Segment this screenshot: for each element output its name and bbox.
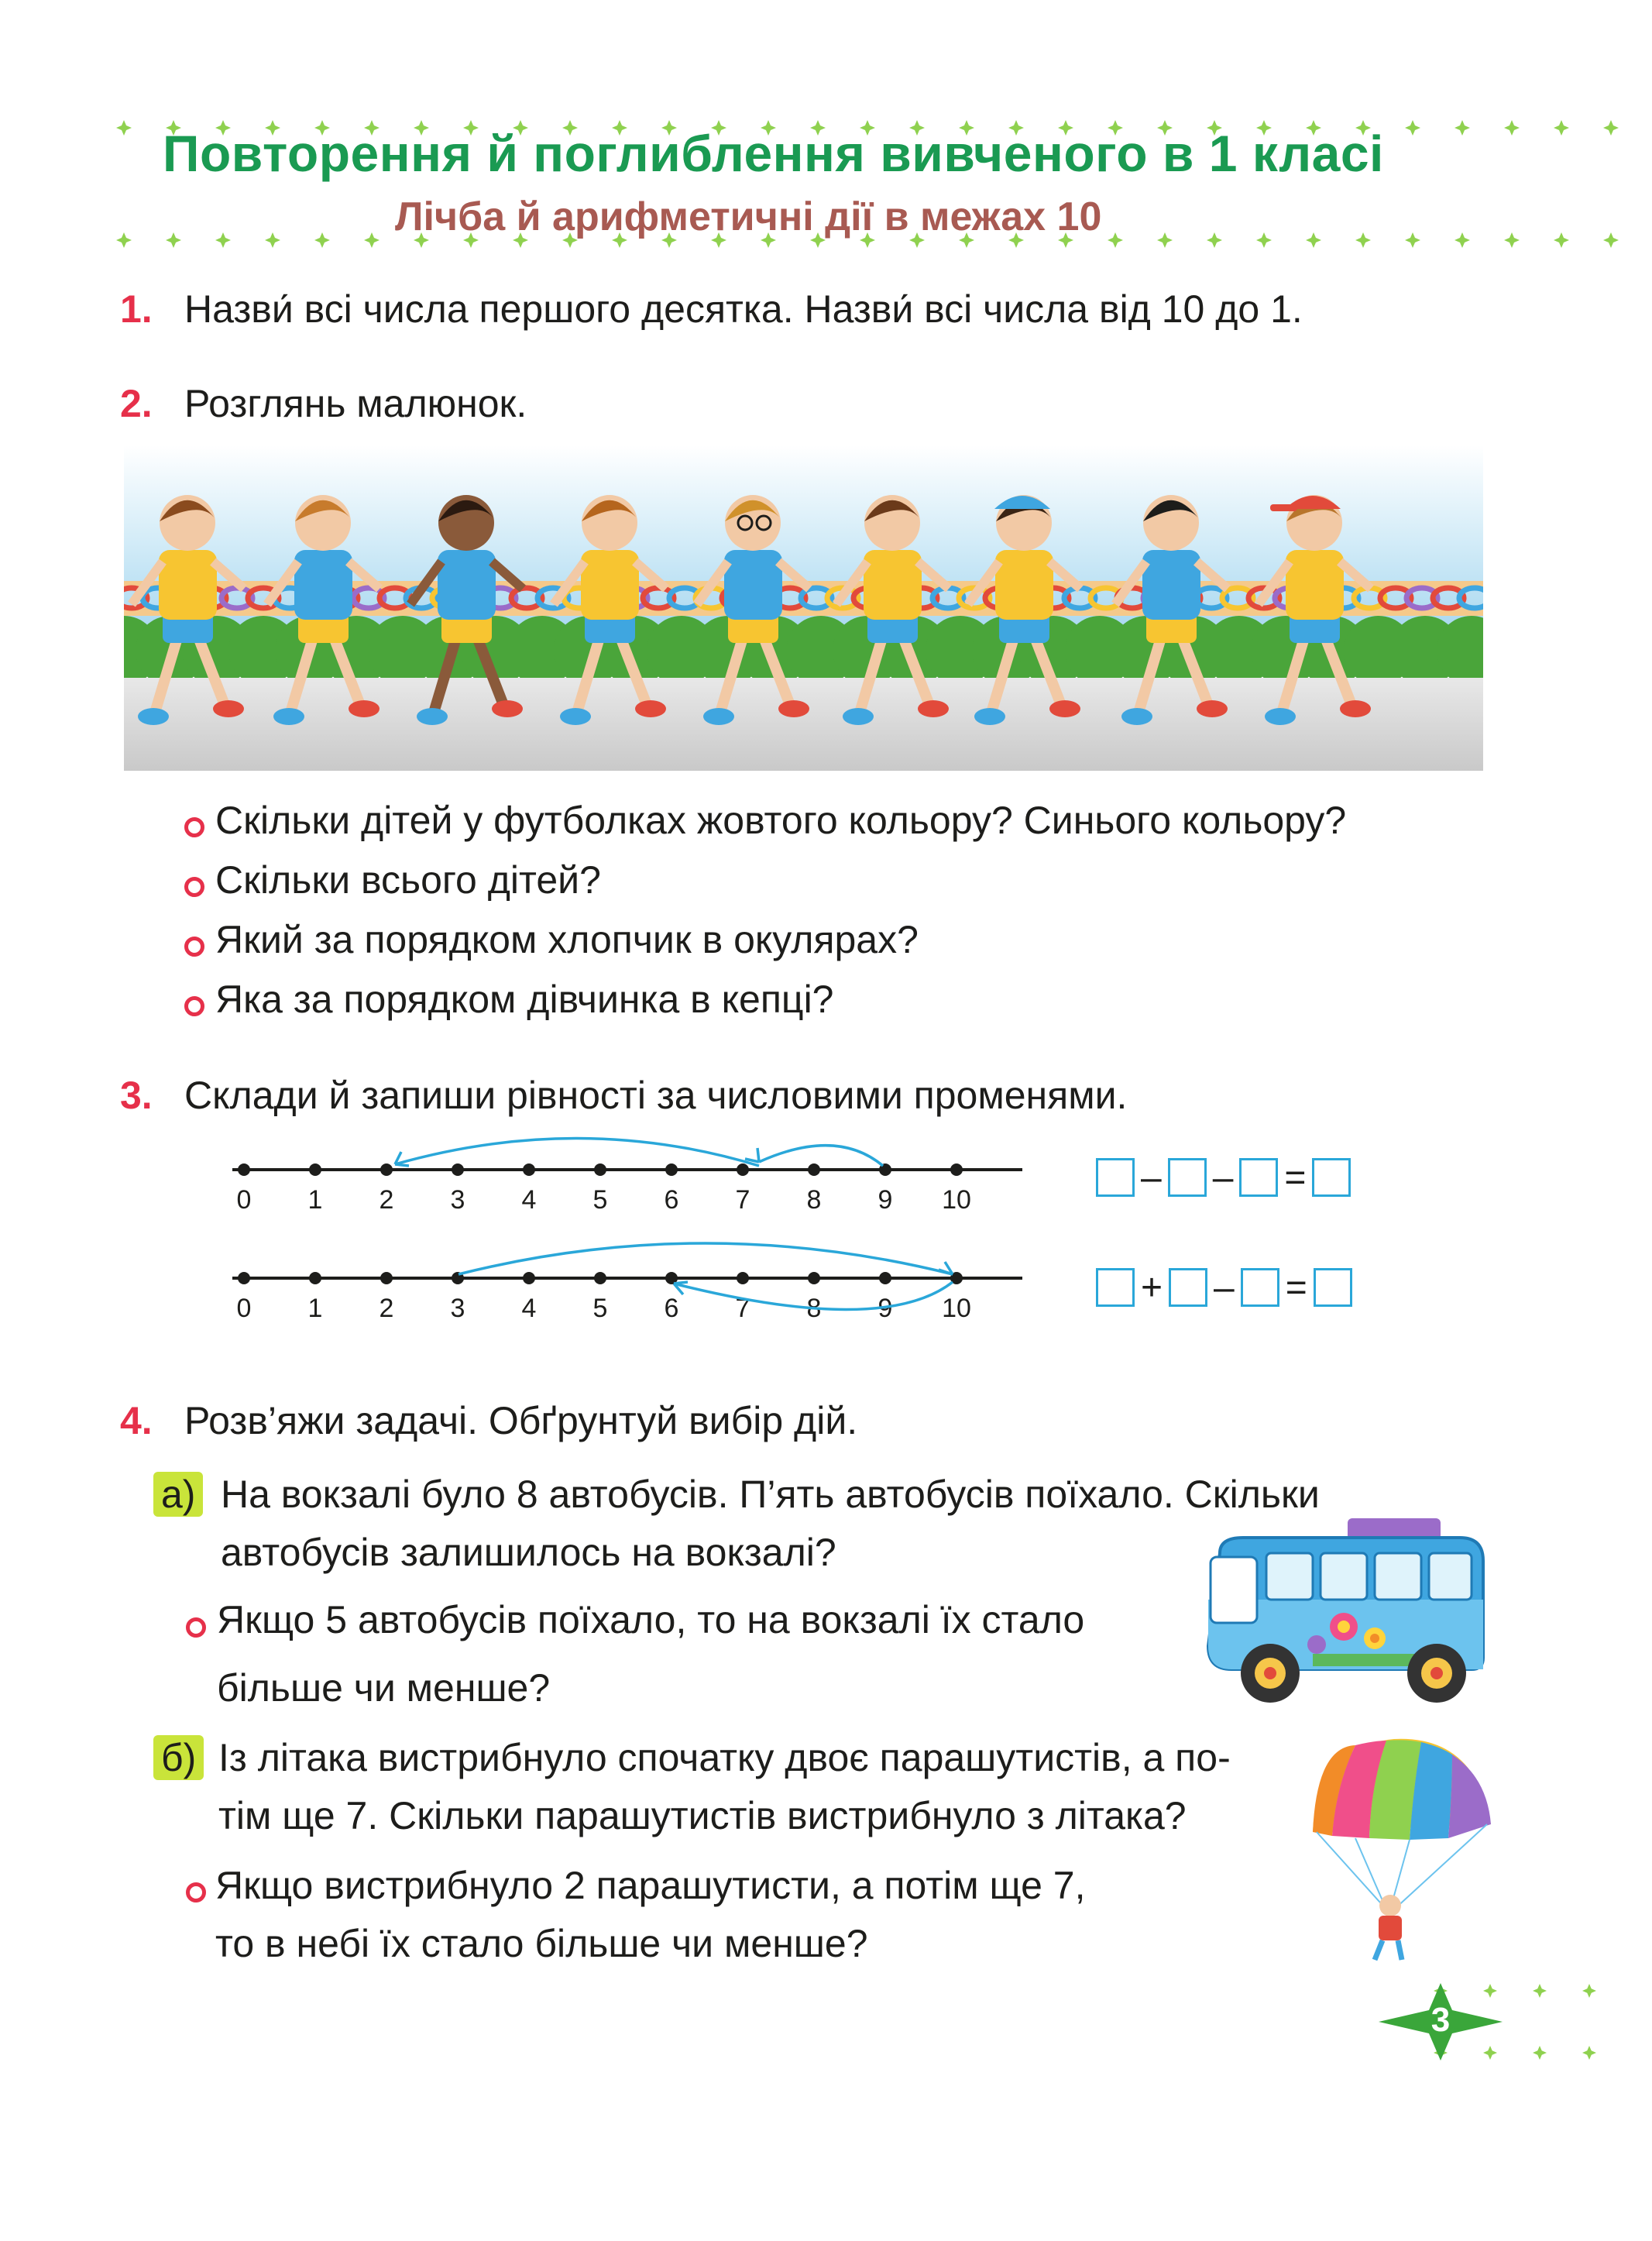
page-subtitle: Лічба й арифметичні дії в межах 10 [395, 194, 1102, 239]
tick-dot [950, 1163, 963, 1176]
tick-label: 10 [942, 1185, 971, 1215]
sub-task-b-label: б) [153, 1735, 204, 1780]
sparkle-icon [1603, 120, 1619, 136]
sparkle-icon [314, 232, 330, 248]
tick-label: 3 [450, 1294, 465, 1323]
operator: – [1141, 1157, 1162, 1198]
question-4: Яка за порядком дівчинка в кепці? [215, 978, 834, 1021]
tick-dot [238, 1272, 250, 1284]
task-4-number: 4. [120, 1399, 153, 1442]
tick-dot [737, 1163, 749, 1176]
bullet [186, 1882, 206, 1902]
task-3-number: 3. [120, 1074, 153, 1117]
sparkle-icon [1582, 2046, 1596, 2060]
tick-label: 10 [942, 1294, 971, 1323]
tick-dot [594, 1272, 606, 1284]
sub-task-a-question-line-1: Якщо 5 автобусів поїхало, то на вокзалі їх стало [217, 1598, 1085, 1641]
sparkle-icon [1355, 232, 1371, 248]
number-line-1 [225, 1119, 1046, 1228]
tick-label: 6 [664, 1185, 679, 1215]
tick-label: 5 [592, 1294, 608, 1323]
sparkle-icon [166, 232, 181, 248]
task-2-text: Розглянь малюнок. [184, 382, 527, 425]
tick-label: 4 [521, 1294, 537, 1323]
jump-arrow-1 [759, 1146, 883, 1166]
tick-label: 5 [592, 1185, 608, 1215]
tick-label: 9 [878, 1185, 893, 1215]
tick-dot [309, 1272, 321, 1284]
sub-task-a-label: а) [153, 1472, 203, 1517]
tick-dot [452, 1163, 464, 1176]
tick-dot [879, 1272, 891, 1284]
number-line-2 [225, 1228, 1046, 1336]
tick-label: 9 [878, 1294, 893, 1323]
operator: + [1141, 1267, 1163, 1308]
page-title: Повторення й поглиблення вивченого в 1 класі [163, 125, 1384, 182]
sparkle-icon [1582, 1984, 1596, 1998]
tick-label: 8 [806, 1185, 822, 1215]
tick-label: 4 [521, 1185, 537, 1215]
equals-sign: = [1284, 1157, 1307, 1198]
tick-label: 2 [379, 1185, 394, 1215]
sparkle-icon [1504, 120, 1520, 136]
tick-dot [594, 1163, 606, 1176]
tick-dot [238, 1163, 250, 1176]
sparkle-icon [364, 232, 380, 248]
tick-label: 0 [236, 1185, 252, 1215]
sparkle-icon [1306, 232, 1321, 248]
sub-task-a-question-line-2: більше чи менше? [217, 1666, 551, 1710]
tick-dot [380, 1272, 393, 1284]
tick-label: 7 [735, 1294, 750, 1323]
answer-box[interactable] [1241, 1268, 1279, 1307]
sparkle-icon [215, 232, 231, 248]
jump-arrow-2 [395, 1138, 759, 1166]
answer-box[interactable] [1168, 1158, 1207, 1197]
question-3: Який за порядком хлопчик в окулярах? [215, 918, 919, 961]
running-children-illustration [124, 445, 1483, 771]
tick-dot [665, 1163, 678, 1176]
page-number: 3 [1430, 2001, 1451, 2039]
jump-arrow-3 [459, 1243, 953, 1274]
bullet [186, 1617, 206, 1638]
equals-sign: = [1285, 1267, 1307, 1308]
tick-label: 2 [379, 1294, 394, 1323]
bullet [184, 937, 204, 957]
answer-box[interactable] [1312, 1158, 1351, 1197]
tick-label: 0 [236, 1294, 252, 1323]
sparkle-icon [1533, 1984, 1547, 1998]
tick-label: 8 [806, 1294, 822, 1323]
sparkle-icon [265, 232, 280, 248]
task-4-text: Розв’яжи задачі. Обґрунтуй вибір дій. [184, 1399, 858, 1442]
bullet [184, 877, 204, 897]
tick-dot [380, 1163, 393, 1176]
question-1: Скільки дітей у футболках жовтого кольору? Синього кольору? [215, 799, 1347, 842]
parachute-illustration [1301, 1731, 1503, 1964]
bullet [184, 996, 204, 1016]
tick-dot [523, 1163, 535, 1176]
sparkle-icon [1554, 232, 1569, 248]
answer-box[interactable] [1096, 1158, 1135, 1197]
sparkle-icon [116, 120, 132, 136]
sparkle-icon [1554, 120, 1569, 136]
answer-box[interactable] [1169, 1268, 1207, 1307]
sparkle-icon [1405, 232, 1420, 248]
bus-illustration [1189, 1514, 1491, 1708]
tick-label: 1 [307, 1185, 323, 1215]
equation-2 [1096, 1264, 1352, 1311]
operator: – [1212, 1157, 1234, 1198]
equation-1 [1096, 1154, 1351, 1201]
tick-dot [523, 1272, 535, 1284]
tick-label: 3 [450, 1185, 465, 1215]
tick-dot [808, 1163, 820, 1176]
tick-dot [808, 1272, 820, 1284]
bullet [184, 817, 204, 837]
sub-task-b-line-2: тім ще 7. Скільки парашутистів вистрибнуло з літака? [218, 1794, 1187, 1837]
tick-label: 6 [664, 1294, 679, 1323]
tick-dot [309, 1163, 321, 1176]
sparkle-icon [1603, 232, 1619, 248]
tick-dot [737, 1272, 749, 1284]
task-1-number: 1. [120, 287, 153, 331]
task-2-number: 2. [120, 382, 153, 425]
sub-task-b-question-line-1: Якщо вистрибнуло 2 парашутисти, а потім ще 7, [215, 1864, 1086, 1907]
answer-box[interactable] [1239, 1158, 1278, 1197]
task-1-text: Назви́ всі числа першого десятка. Назви́ всі числа від 10 до 1. [184, 287, 1303, 331]
sparkle-icon [1256, 232, 1272, 248]
sparkle-icon [116, 232, 132, 248]
sub-task-a-line-2: автобусів залишилось на вокзалі? [221, 1531, 836, 1574]
sub-task-b-question-line-2: то в небі їх стало більше чи менше? [215, 1922, 868, 1965]
question-2: Скільки всього дітей? [215, 858, 601, 902]
sub-task-b-line-1: Із літака вистрибнуло спочатку двоє парашутистів, а по- [218, 1736, 1231, 1779]
operator: – [1214, 1267, 1235, 1308]
sparkle-icon [1455, 232, 1470, 248]
answer-box[interactable] [1096, 1268, 1135, 1307]
task-3-text: Склади й запиши рівності за числовими променями. [184, 1074, 1128, 1117]
tick-label: 1 [307, 1294, 323, 1323]
sparkle-icon [1504, 232, 1520, 248]
answer-box[interactable] [1314, 1268, 1352, 1307]
tick-label: 7 [735, 1185, 750, 1215]
sparkle-icon [1533, 2046, 1547, 2060]
sub-task-a-line-1: На вокзалі було 8 автобусів. П’ять автобусів поїхало. Скільки [221, 1473, 1320, 1516]
